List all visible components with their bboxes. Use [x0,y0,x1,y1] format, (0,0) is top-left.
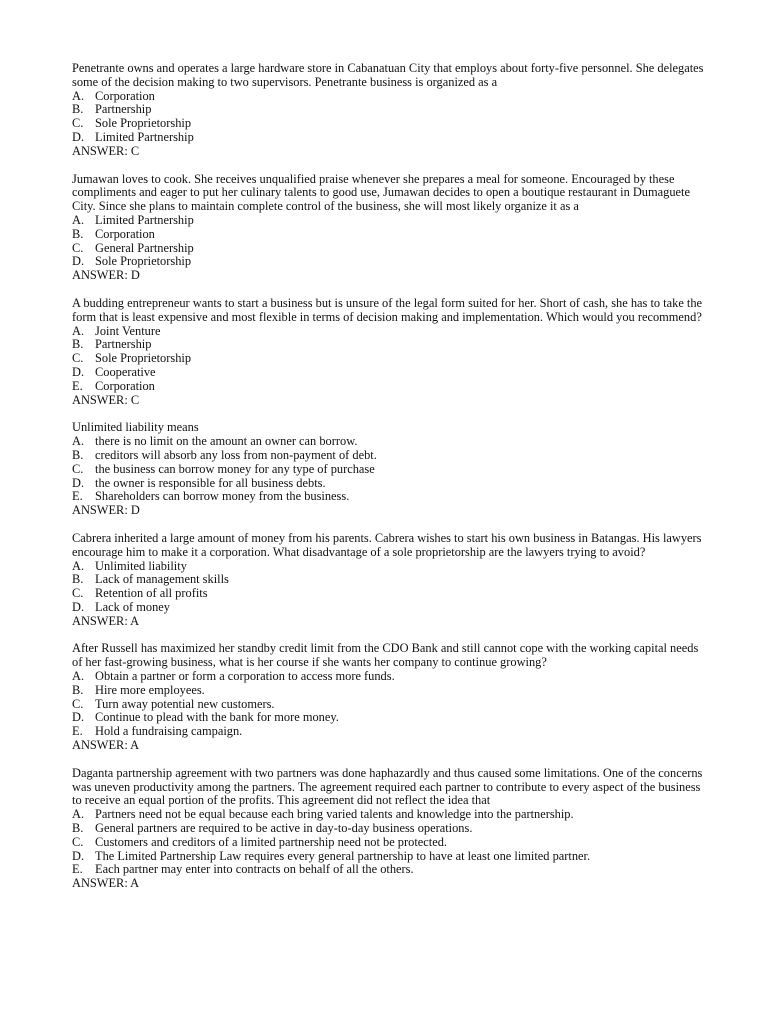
option-letter: E. [72,489,83,504]
option-item [72,850,704,864]
question-stem: After Russell has maximized her standby credit limit from the CDO Bank and still cannot cope with the working capital needs of her fast-growing business, what is her course if she wants her company to continue growing? [72,641,699,670]
option-list [72,808,704,877]
option-letter: B. [72,447,84,462]
option-item [72,325,704,339]
option-letter: E. [72,724,83,739]
question-4 [72,421,704,518]
option-item [72,463,704,477]
option-letter: C. [72,834,84,849]
option-letter: B. [72,682,84,697]
option-text: creditors will absorb any loss from non-payment of debt. [95,447,377,462]
option-item [72,822,704,836]
option-item [72,477,704,491]
option-item [72,698,704,712]
option-text: Each partner may enter into contracts on behalf of all the others. [95,862,414,877]
question-stem: Unlimited liability means [72,420,199,435]
option-item [72,90,704,104]
option-list [72,214,704,269]
option-text: Shareholders can borrow money from the business. [95,489,350,504]
option-item [72,380,704,394]
option-text: General partners are required to be active in day-to-day business operations. [95,821,473,836]
question-7 [72,767,704,891]
option-text: Corporation [95,226,155,241]
answer-line: ANSWER: D [72,268,140,283]
option-text: Limited Partnership [95,129,194,144]
option-text: Hire more employees. [95,682,205,697]
option-text: Corporation [95,88,155,103]
option-list [72,670,704,739]
option-item [72,863,704,877]
option-item [72,338,704,352]
option-letter: B. [72,337,84,352]
question-stem: A budding entrepreneur wants to start a business but is unsure of the legal form suited for her. Short of cash, she has to take the form that is least expensive and most flexible in terms of decision making and implementation. Which would you recommend? [72,295,703,324]
option-list [72,560,704,615]
option-text: Sole Proprietorship [95,351,192,366]
question-3 [72,297,704,407]
option-item [72,435,704,449]
answer-line: ANSWER: D [72,503,140,518]
option-text: General Partnership [95,240,194,255]
option-item [72,242,704,256]
option-item [72,560,704,574]
option-item [72,131,704,145]
option-letter: E. [72,862,83,877]
option-item [72,117,704,131]
option-text: Lack of money [95,599,171,614]
option-item [72,836,704,850]
answer-line: ANSWER: A [72,876,140,891]
option-list [72,325,704,394]
option-text: The Limited Partnership Law requires every general partnership to have at least one limited partner. [95,848,591,863]
option-item [72,366,704,380]
question-2 [72,173,704,283]
option-letter: D. [72,254,85,269]
option-text: Unlimited liability [95,558,187,573]
option-item [72,670,704,684]
option-letter: C. [72,696,84,711]
option-letter: D. [72,475,85,490]
option-item [72,725,704,739]
option-letter: D. [72,599,85,614]
option-letter: D. [72,364,85,379]
option-letter: A. [72,323,85,338]
option-list [72,90,704,145]
option-text: Partnership [95,337,152,352]
option-letter: A. [72,669,85,684]
option-item [72,449,704,463]
option-text: Cooperative [95,364,156,379]
answer-line: ANSWER: A [72,738,140,753]
option-text: the business can borrow money for any type of purchase [95,461,375,476]
option-letter: A. [72,212,85,227]
option-letter: C. [72,351,84,366]
option-item [72,214,704,228]
option-item [72,573,704,587]
option-text: Continue to plead with the bank for more money. [95,710,339,725]
option-letter: D. [72,848,85,863]
question-stem: Cabrera inherited a large amount of money from his parents. Cabrera wishes to start his own business in Batangas. His lawyers encourage him to make it a corporation. What disadvantage of a sole proprietorship are the lawyers trying to avoid? [72,530,702,559]
option-text: Sole Proprietorship [95,116,192,131]
option-letter: A. [72,807,85,822]
option-letter: B. [72,102,84,117]
option-text: Turn away potential new customers. [95,696,275,711]
option-text: Joint Venture [95,323,161,338]
option-list [72,435,704,504]
question-6 [72,642,704,752]
option-text: there is no limit on the amount an owner can borrow. [95,434,358,449]
option-item [72,490,704,504]
option-text: Partners need not be equal because each bring varied talents and knowledge into the partnership. [95,807,574,822]
option-letter: C. [72,461,84,476]
option-text: Customers and creditors of a limited partnership need not be protected. [95,834,447,849]
option-text: Sole Proprietorship [95,254,192,269]
option-text: Corporation [95,378,155,393]
option-item [72,808,704,822]
option-letter: A. [72,558,85,573]
option-letter: D. [72,710,85,725]
option-text: Retention of all profits [95,586,208,601]
option-letter: E. [72,378,83,393]
document-page [72,62,704,905]
question-stem: Daganta partnership agreement with two partners was done haphazardly and thus caused some limitations. One of the concerns was uneven productivity among the partners. The agreement required each partner to contribute to every aspect of the business to receive an equal portion of the profits. This agreement did not reflect the idea that [72,765,703,808]
option-item [72,103,704,117]
option-text: the owner is responsible for all business debts. [95,475,326,490]
question-stem: Penetrante owns and operates a large hardware store in Cabanatuan City that employs about forty-five personnel. She delegates some of the decision making to two supervisors. Penetrante business is organized as a [72,61,704,89]
answer-line: ANSWER: C [72,392,140,407]
answer-line: ANSWER: C [72,143,140,158]
option-text: Lack of management skills [95,572,229,587]
option-letter: C. [72,116,84,131]
option-letter: C. [72,240,84,255]
option-letter: A. [72,434,85,449]
option-item [72,352,704,366]
option-letter: B. [72,821,84,836]
option-item [72,587,704,601]
question-5 [72,532,704,629]
answer-line: ANSWER: A [72,613,140,628]
option-letter: C. [72,586,84,601]
option-item [72,255,704,269]
option-letter: A. [72,88,85,103]
option-letter: B. [72,572,84,587]
option-text: Limited Partnership [95,212,194,227]
option-letter: D. [72,129,85,144]
option-item [72,601,704,615]
option-text: Partnership [95,102,152,117]
option-item [72,711,704,725]
question-1 [72,62,704,159]
option-item [72,684,704,698]
option-text: Obtain a partner or form a corporation to access more funds. [95,669,395,684]
question-stem: Jumawan loves to cook. She receives unqualified praise whenever she prepares a meal for someone. Encouraged by these compliments and eager to put her culinary talents to good use, Jumawan decides to open a boutique restaurant in Dumaguete City. Since she plans to maintain complete control of the business, she will most likely organize it as a [72,171,690,214]
option-item [72,228,704,242]
option-letter: B. [72,226,84,241]
option-text: Hold a fundraising campaign. [95,724,243,739]
